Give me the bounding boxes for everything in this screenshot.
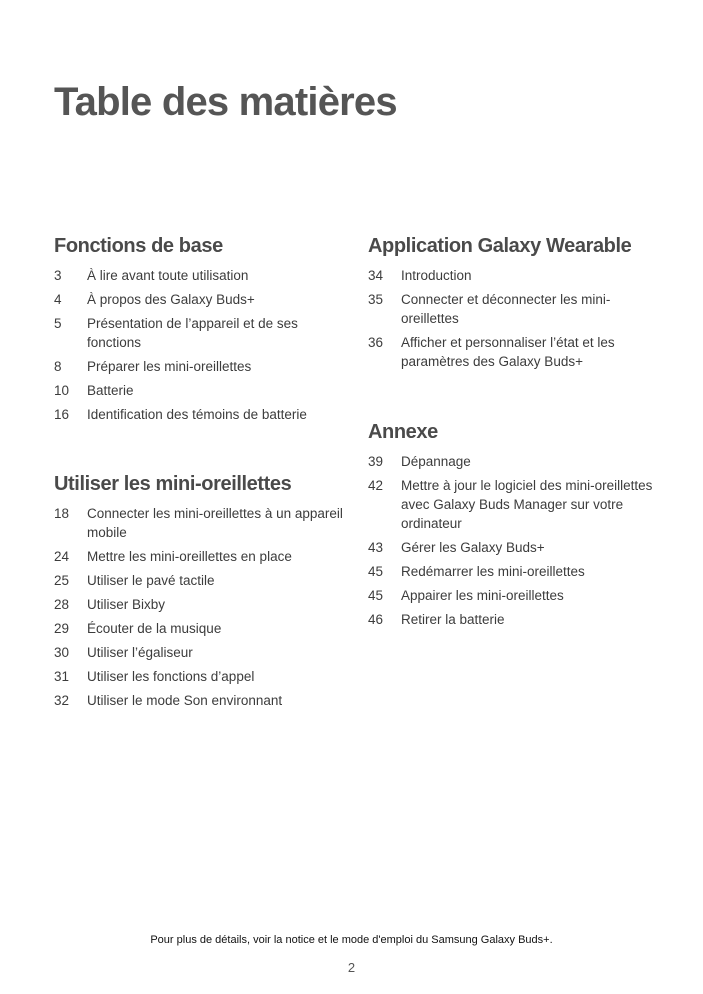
toc-page-number: 18: [54, 506, 70, 521]
toc-entry-title: Préparer les mini-oreillettes: [87, 359, 252, 374]
toc-page-number: 35: [368, 292, 384, 307]
section-fonctions-de-base: [54, 232, 344, 429]
toc-entry-title: Identification des témoins de batterie: [87, 407, 307, 422]
toc-entry-title: Batterie: [87, 383, 134, 398]
toc-entry-title: Mettre à jour le logiciel des mini-oreillettes avec Galaxy Buds Manager sur votre ordinateur: [401, 478, 653, 531]
toc-entry-title: Appairer les mini-oreillettes: [401, 588, 564, 603]
toc-entry-title: Utiliser le pavé tactile: [87, 573, 215, 588]
toc-page-number: 3: [54, 268, 62, 283]
toc-page-number: 34: [368, 268, 384, 283]
toc-entry[interactable]: [368, 266, 658, 285]
toc-entry[interactable]: [54, 619, 344, 638]
toc-entry[interactable]: [368, 538, 658, 557]
toc-entry-title: Utiliser l’égaliseur: [87, 645, 193, 660]
toc-page-number: 31: [54, 669, 70, 684]
toc-page-number: 39: [368, 454, 384, 469]
toc-entry[interactable]: [54, 290, 344, 309]
toc-entry[interactable]: [368, 610, 658, 629]
toc-entry-title: Retirer la batterie: [401, 612, 505, 627]
toc-entry[interactable]: [54, 504, 344, 542]
toc-entry-title: Dépannage: [401, 454, 471, 469]
toc-entry-title: Gérer les Galaxy Buds+: [401, 540, 545, 555]
toc-entry-title: Redémarrer les mini-oreillettes: [401, 564, 585, 579]
toc-entry[interactable]: [368, 452, 658, 471]
toc-entry[interactable]: [54, 266, 344, 285]
toc-page-number: 32: [54, 693, 70, 708]
toc-entry-title: Utiliser Bixby: [87, 597, 166, 612]
toc-entry-title: À lire avant toute utilisation: [87, 268, 249, 283]
toc-page-number: 5: [54, 316, 62, 331]
toc-entry-title: Afficher et personnaliser l’état et les paramètres des Galaxy Buds+: [401, 335, 615, 369]
toc-entry[interactable]: [368, 586, 658, 605]
toc-entry-title: Écouter de la musique: [87, 621, 222, 636]
toc-page-number: 45: [368, 564, 384, 579]
toc-page-number: 10: [54, 383, 70, 398]
toc-entry[interactable]: [54, 595, 344, 614]
toc-page-number: 29: [54, 621, 70, 636]
toc-page-number: 42: [368, 478, 384, 493]
section-heading: Annexe: [368, 421, 438, 443]
toc-entry-title: Mettre les mini-oreillettes en place: [87, 549, 292, 564]
footer-note: Pour plus de détails, voir la notice et le mode d'emploi du Samsung Galaxy Buds+.: [150, 934, 553, 946]
toc-page-number: 25: [54, 573, 70, 588]
page-number: 2: [347, 960, 356, 975]
toc-page-number: 24: [54, 549, 70, 564]
section-annexe: [368, 418, 658, 634]
toc-page-number: 4: [54, 292, 62, 307]
toc-page-number: 30: [54, 645, 70, 660]
toc-entry-title: Présentation de l’appareil et de ses fonctions: [87, 316, 298, 350]
toc-entry[interactable]: [54, 314, 344, 352]
toc-page-number: 16: [54, 407, 70, 422]
section-heading: Fonctions de base: [54, 235, 223, 257]
toc-page-number: 45: [368, 588, 384, 603]
toc-entry[interactable]: [54, 667, 344, 686]
toc-entry[interactable]: [54, 691, 344, 710]
page-title: Table des matières: [54, 80, 397, 124]
toc-page-number: 8: [54, 359, 62, 374]
toc-entry-title: Introduction: [401, 268, 472, 283]
toc-entry[interactable]: [54, 547, 344, 566]
toc-page-number: 36: [368, 335, 384, 350]
toc-entry-title: Utiliser les fonctions d’appel: [87, 669, 255, 684]
toc-entry[interactable]: [368, 333, 658, 371]
toc-page-number: 46: [368, 612, 384, 627]
toc-entry-title: Connecter les mini-oreillettes à un appareil mobile: [87, 506, 343, 540]
toc-entry-title: À propos des Galaxy Buds+: [87, 292, 255, 307]
section-heading: Utiliser les mini-oreillettes: [54, 473, 292, 495]
toc-entry-title: Connecter et déconnecter les mini-oreillettes: [401, 292, 611, 326]
section-application-galaxy-wearable: [368, 232, 658, 376]
toc-entry[interactable]: [54, 381, 344, 400]
toc-page-number: 43: [368, 540, 384, 555]
toc-entry[interactable]: [368, 562, 658, 581]
toc-entry[interactable]: [368, 290, 658, 328]
section-utiliser-les-mini-oreillettes: [54, 470, 344, 715]
toc-page-number: 28: [54, 597, 70, 612]
toc-entry[interactable]: [54, 643, 344, 662]
toc-entry[interactable]: [54, 571, 344, 590]
toc-entry[interactable]: [54, 405, 344, 424]
toc-entry-title: Utiliser le mode Son environnant: [87, 693, 283, 708]
toc-entry[interactable]: [368, 476, 658, 533]
toc-entry[interactable]: [54, 357, 344, 376]
section-heading: Application Galaxy Wearable: [368, 235, 632, 257]
